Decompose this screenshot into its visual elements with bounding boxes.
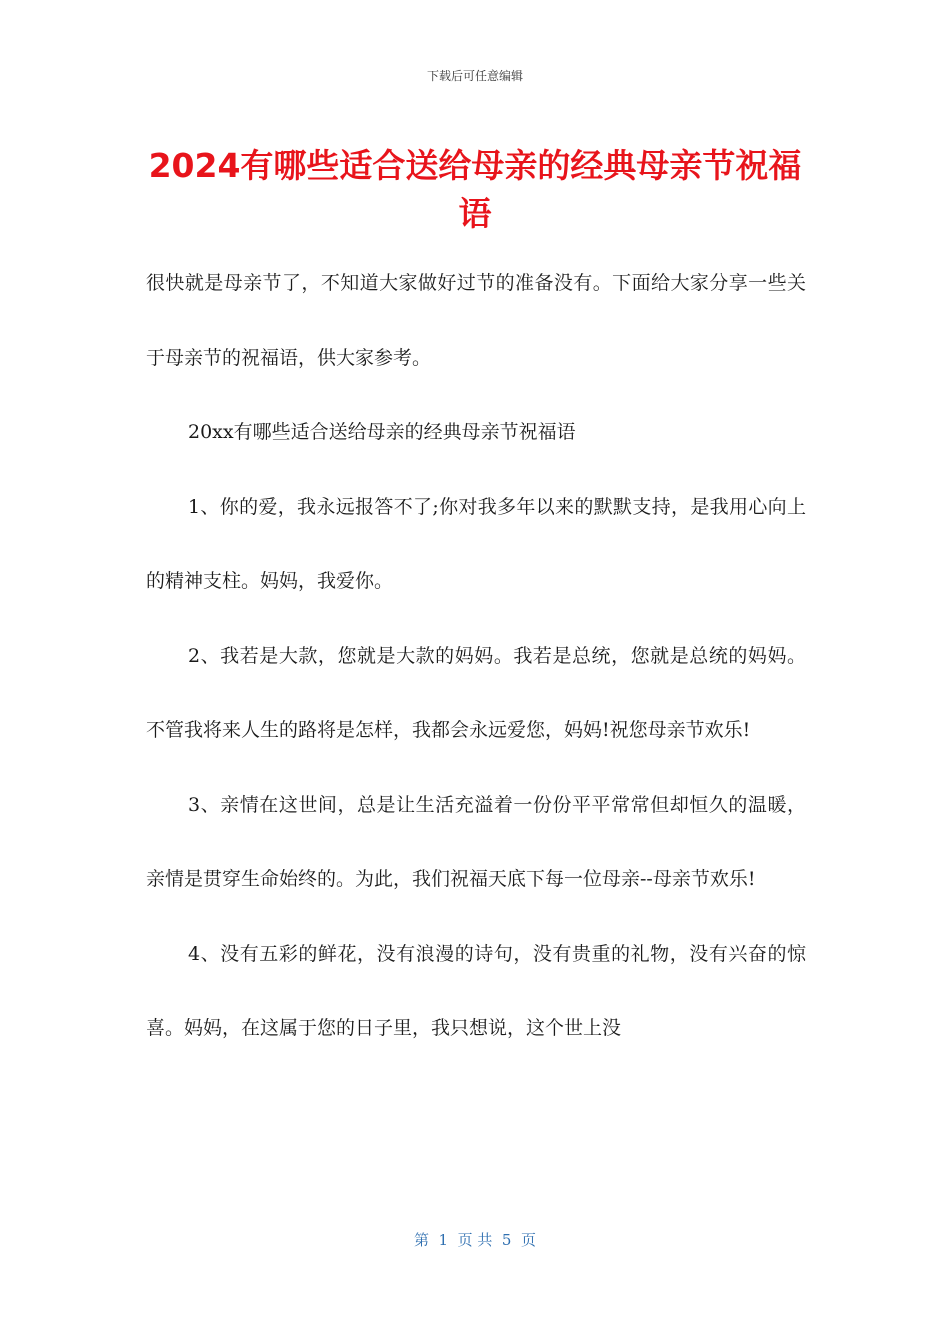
- paragraph-item-1: 1、你的爱，我永远报答不了;你对我多年以来的默默支持，是我用心向上的精神支柱。妈妈，我爱你。: [146, 495, 806, 592]
- paragraph-item-2: 2、我若是大款，您就是大款的妈妈。我若是总统，您就是总统的妈妈。不管我将来人生的路将是怎样，我都会永远爱您，妈妈!祝您母亲节欢乐!: [146, 644, 806, 741]
- page-number: 第 1 页 共 5 页: [414, 1231, 536, 1249]
- paragraph-subtitle: 20xx有哪些适合送给母亲的经典母亲节祝福语: [188, 421, 576, 443]
- paragraph-intro: 很快就是母亲节了，不知道大家做好过节的准备没有。下面给大家分享一些关于母亲节的祝福语，供大家参考。: [146, 272, 806, 369]
- document-body: [146, 246, 806, 1066]
- paragraph-item-3: 3、亲情在这世间，总是让生活充溢着一份份平平常常但却恒久的温暖，亲情是贯穿生命始终的。为此，我们祝福天底下每一位母亲--母亲节欢乐!: [146, 793, 806, 890]
- document-title: 2024有哪些适合送给母亲的经典母亲节祝福语: [148, 146, 802, 233]
- paragraph-item-4: 4、没有五彩的鲜花，没有浪漫的诗句，没有贵重的礼物，没有兴奋的惊喜。妈妈，在这属于您的日子里，我只想说，这个世上没: [146, 942, 806, 1039]
- header-note: 下载后可任意编辑: [426, 69, 523, 83]
